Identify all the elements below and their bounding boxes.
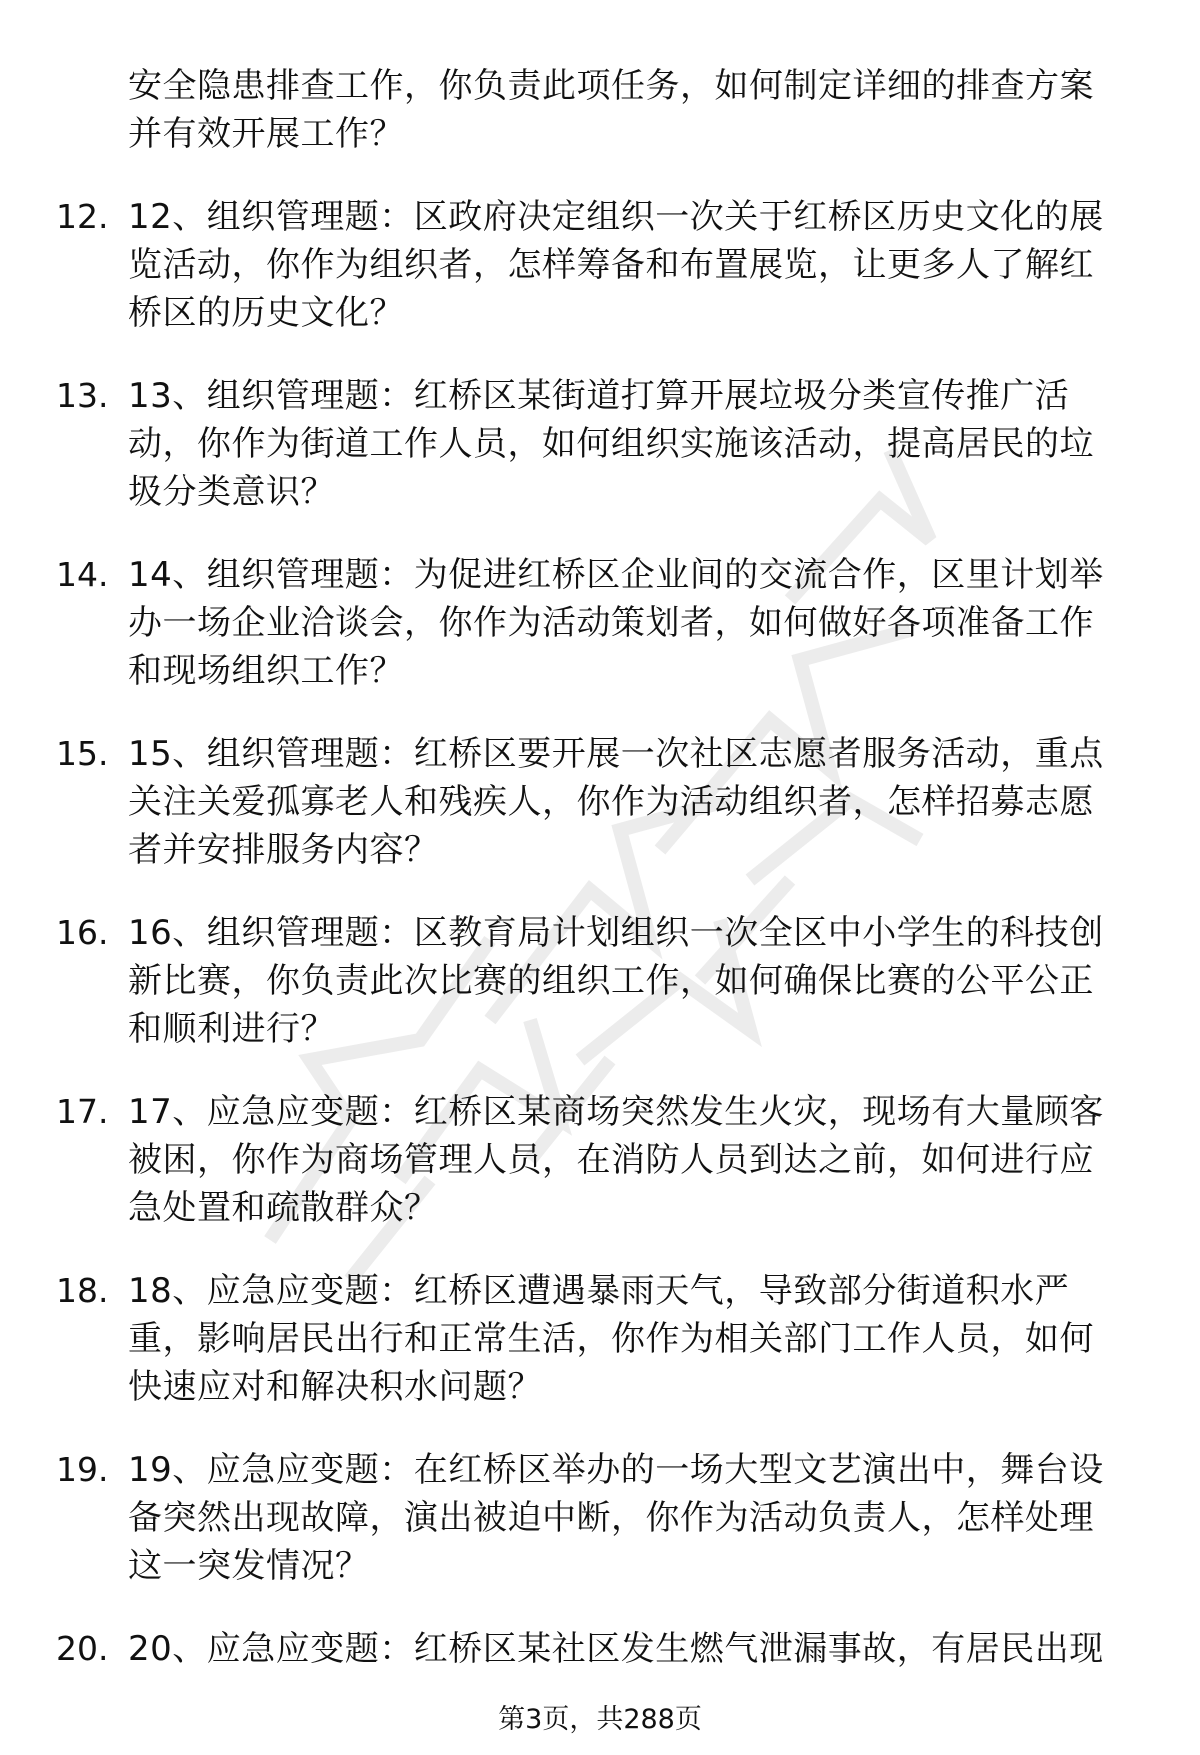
continuation-line: 安全隐患排查工作，你负责此项任务，如何制定详细的排查方案 <box>128 66 1094 106</box>
list-item <box>0 1446 1200 1590</box>
item-number: 17. <box>56 1092 109 1131</box>
item-line: 者并安排服务内容？ <box>128 830 439 870</box>
list-item <box>0 1625 1200 1673</box>
item-line: 办一场企业洽谈会，你作为活动策划者，如何做好各项准备工作 <box>128 603 1094 643</box>
page-footer: 第3页，共288页 <box>498 1704 702 1735</box>
item-line: 新比赛，你负责此次比赛的组织工作，如何确保比赛的公平公正 <box>128 961 1094 1001</box>
list-item <box>0 909 1200 1053</box>
item-number: 19. <box>56 1450 109 1489</box>
item-line: 15、组织管理题：红桥区要开展一次社区志愿者服务活动，重点 <box>128 734 1104 774</box>
item-line: 被困，你作为商场管理人员，在消防人员到达之前，如何进行应 <box>128 1140 1094 1180</box>
list-item <box>0 1267 1200 1411</box>
item-line: 19、应急应变题：在红桥区举办的一场大型文艺演出中，舞台设 <box>128 1450 1104 1490</box>
item-number: 16. <box>56 913 109 952</box>
item-number: 20. <box>56 1629 109 1668</box>
item-line: 快速应对和解决积水问题？ <box>128 1367 542 1407</box>
item-number: 14. <box>56 555 109 594</box>
list-item <box>0 551 1200 695</box>
item-line: 和现场组织工作？ <box>128 651 404 691</box>
item-line: 18、应急应变题：红桥区遭遇暴雨天气，导致部分街道积水严 <box>128 1271 1070 1311</box>
item-line: 览活动，你作为组织者，怎样筹备和布置展览，让更多人了解红 <box>128 245 1094 285</box>
item-line: 14、组织管理题：为促进红桥区企业间的交流合作，区里计划举 <box>128 555 1104 595</box>
item-line: 重，影响居民出行和正常生活，你作为相关部门工作人员，如何 <box>128 1319 1094 1359</box>
list-item <box>0 372 1200 516</box>
item-line: 16、组织管理题：区教育局计划组织一次全区中小学生的科技创 <box>128 913 1104 953</box>
item-line: 20、应急应变题：红桥区某社区发生燃气泄漏事故，有居民出现 <box>128 1629 1104 1669</box>
item-line: 备突然出现故障，演出被迫中断，你作为活动负责人，怎样处理 <box>128 1498 1094 1538</box>
list-item <box>0 193 1200 337</box>
list-item <box>0 1088 1200 1232</box>
item-number: 15. <box>56 734 109 773</box>
list-item <box>0 730 1200 874</box>
item-line: 12、组织管理题：区政府决定组织一次关于红桥区历史文化的展 <box>128 197 1104 237</box>
item-line: 17、应急应变题：红桥区某商场突然发生火灾，现场有大量顾客 <box>128 1092 1104 1132</box>
continuation-line: 并有效开展工作？ <box>128 114 404 154</box>
item-line: 动，你作为街道工作人员，如何组织实施该活动，提高居民的垃 <box>128 424 1094 464</box>
question-list <box>0 62 1200 1673</box>
item-line: 桥区的历史文化？ <box>128 293 404 333</box>
item-line: 13、组织管理题：红桥区某街道打算开展垃圾分类宣传推广活 <box>128 376 1070 416</box>
item-line: 这一突发情况？ <box>128 1546 370 1586</box>
item-line: 关注关爱孤寡老人和残疾人，你作为活动组织者，怎样招募志愿 <box>128 782 1094 822</box>
item-number: 13. <box>56 376 109 415</box>
item-number: 18. <box>56 1271 109 1310</box>
item-line: 和顺利进行？ <box>128 1009 335 1049</box>
item-line: 急处置和疏散群众？ <box>128 1188 439 1228</box>
item-line: 圾分类意识？ <box>128 472 335 512</box>
item-number: 12. <box>56 197 109 236</box>
